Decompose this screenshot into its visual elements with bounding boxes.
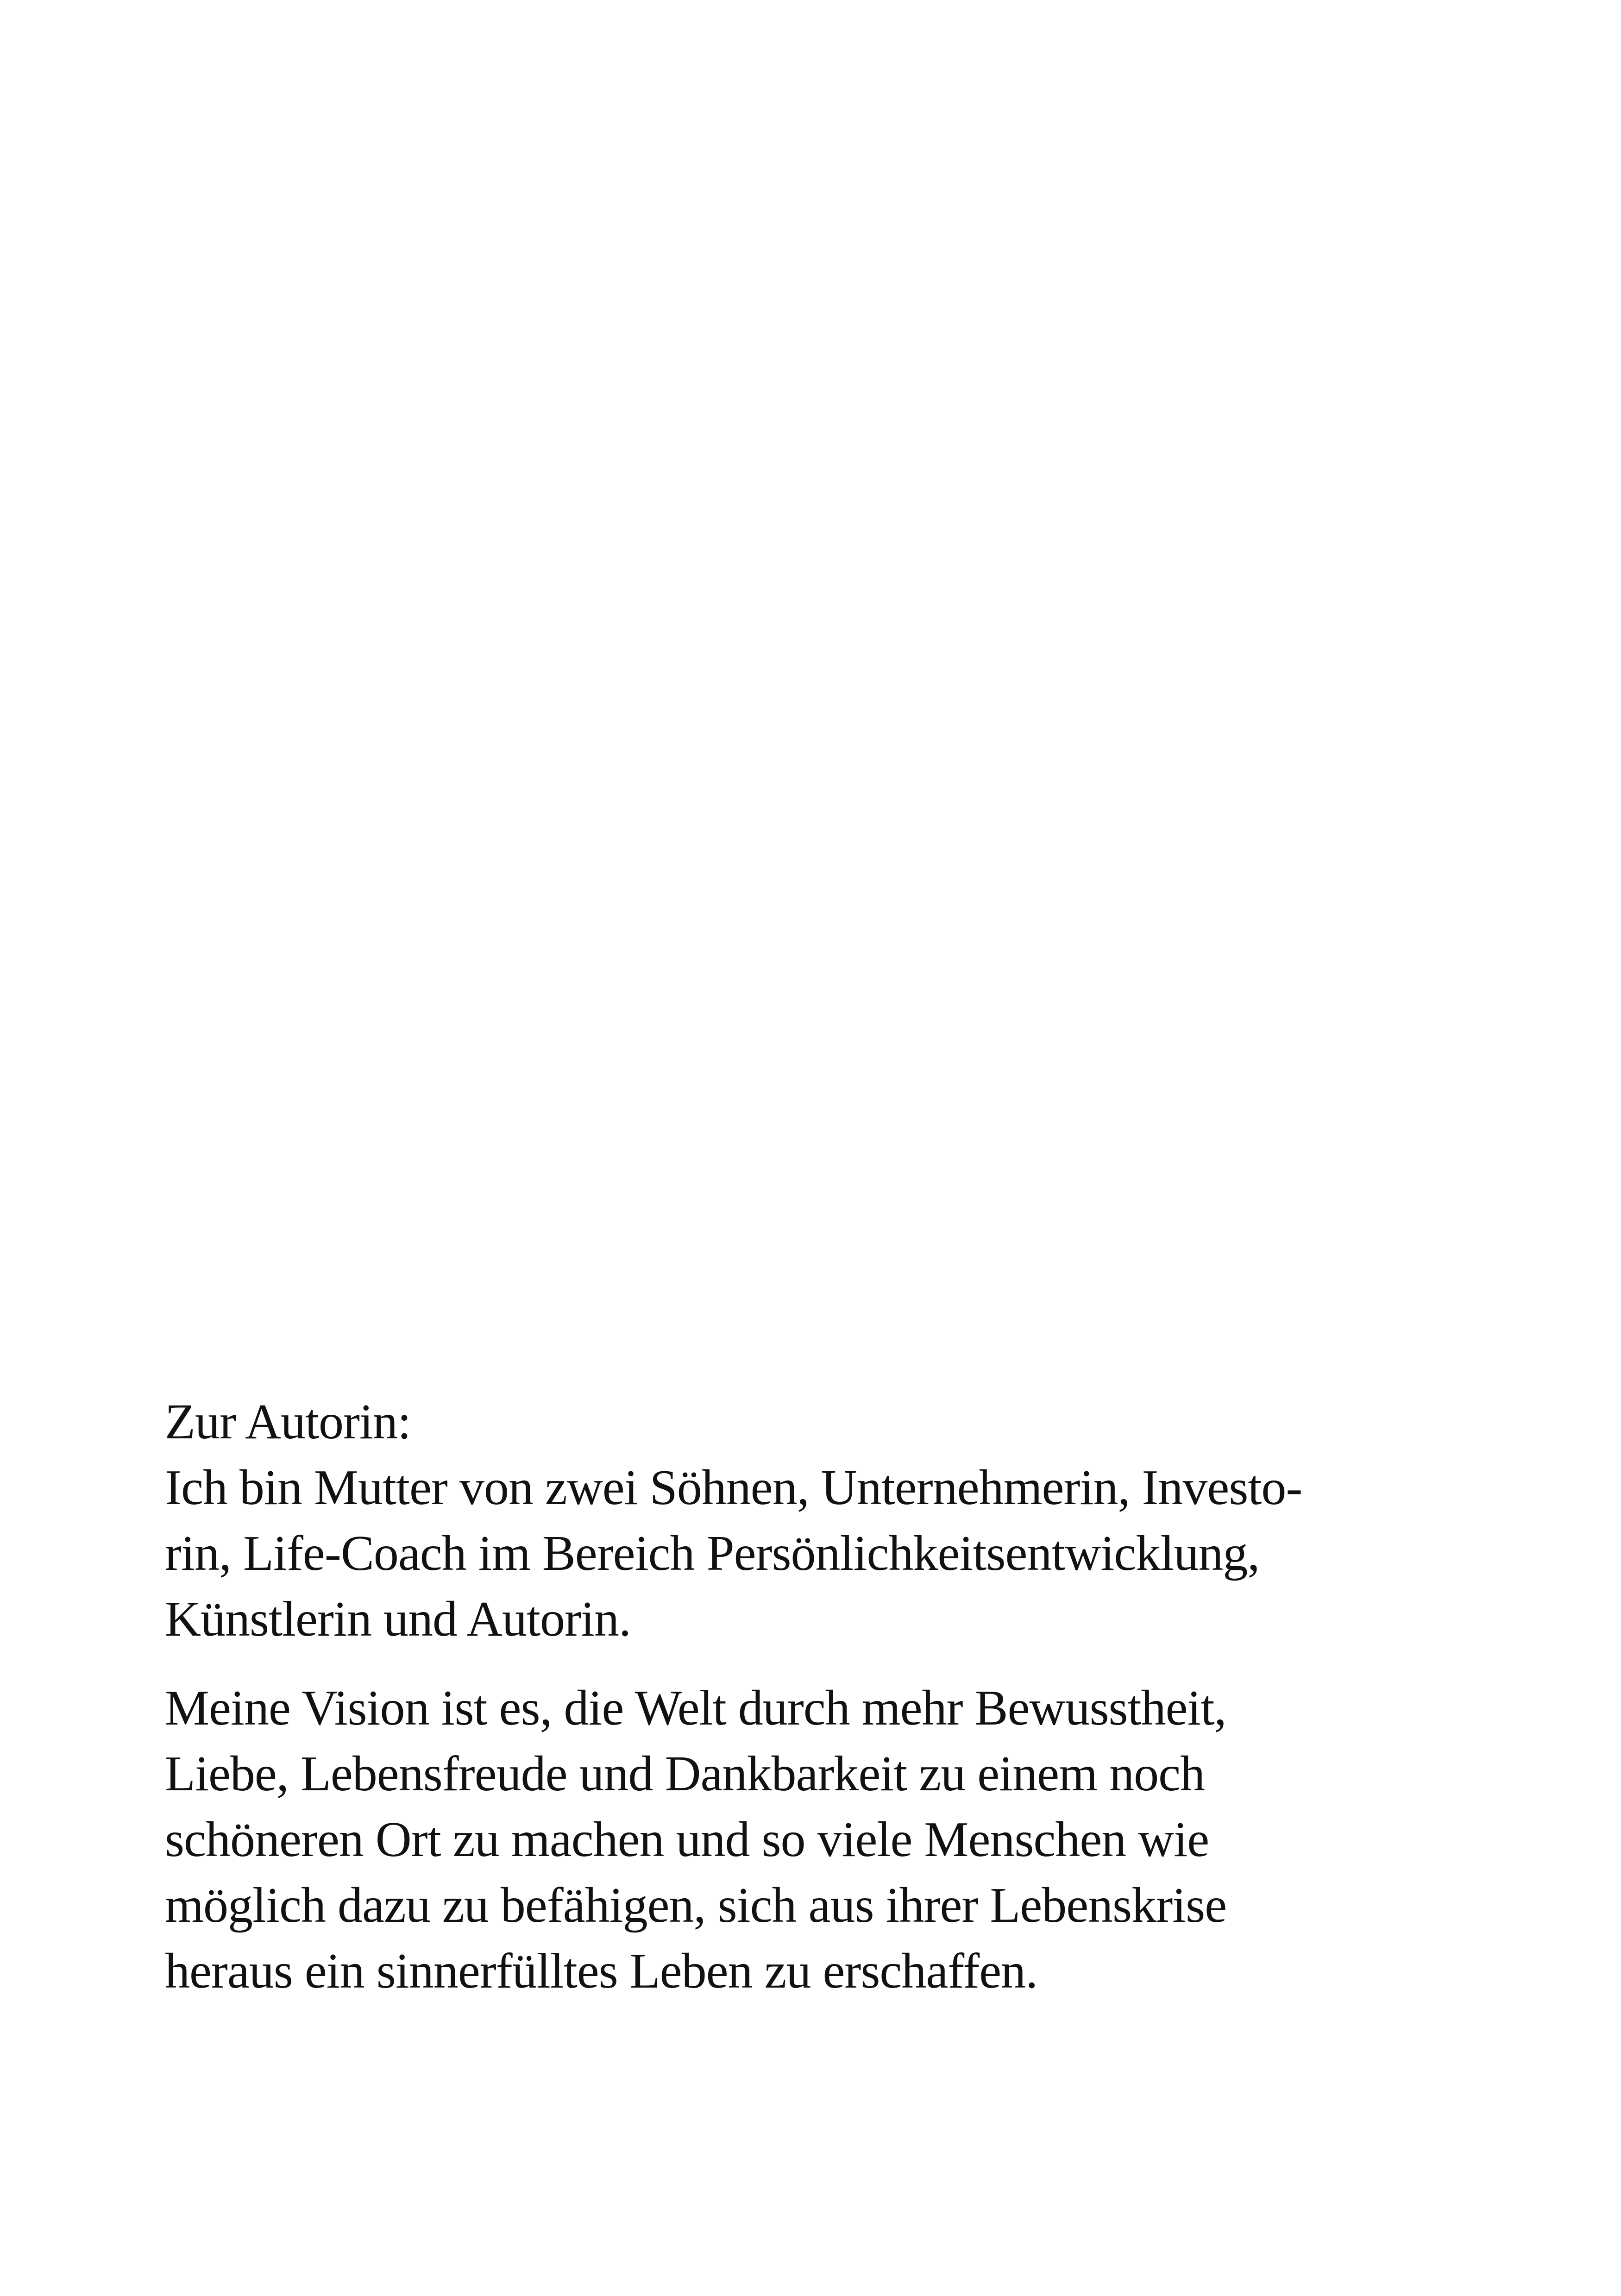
author-intro-paragraph: Ich bin Mutter von zwei Söhnen, Unternehmerin, Investo- rin, Life-Coach im Bereich Persönlichkeitsentwicklung, Künstlerin und Autorin. — [165, 1460, 1302, 1647]
author-bio — [165, 1389, 1462, 2004]
author-heading: Zur Autorin: — [165, 1394, 411, 1449]
author-vision-paragraph: Meine Vision ist es, die Welt durch mehr Bewusstheit, Liebe, Lebensfreude und Dankbarkeit zu einem noch schöneren Ort zu machen und so viele Menschen wie möglich dazu zu befähigen, sich aus ihrer Lebenskrise heraus ein sinnerfülltes Leben zu erschaffen. — [165, 1681, 1227, 1999]
